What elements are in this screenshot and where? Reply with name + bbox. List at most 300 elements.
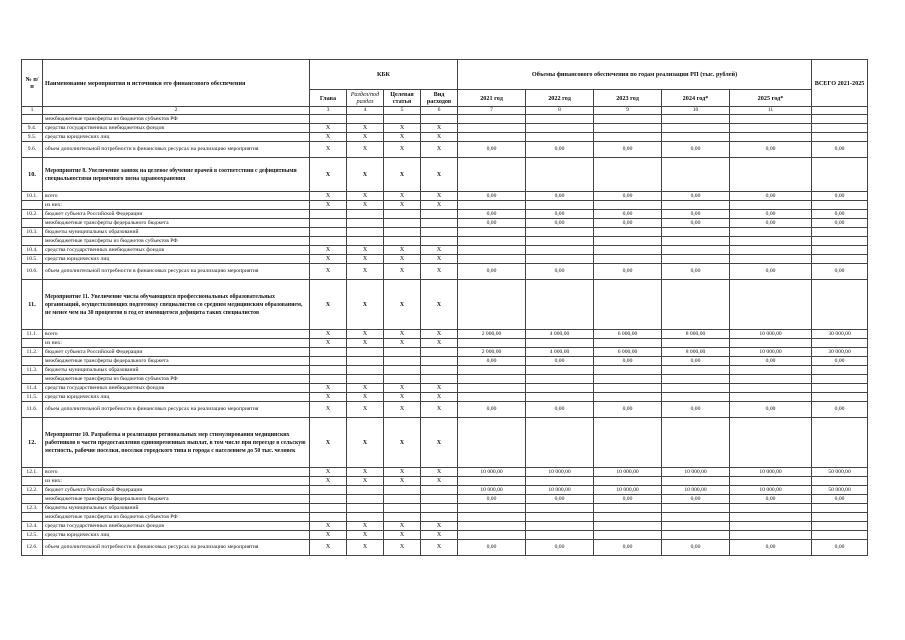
value-cell bbox=[526, 201, 594, 210]
table-row bbox=[22, 348, 868, 357]
header-celevaya: Целевая статья bbox=[384, 90, 421, 107]
value-cell: 0,00 bbox=[730, 402, 812, 418]
value-cell bbox=[662, 158, 730, 192]
kbk-cell: X bbox=[384, 540, 421, 556]
value-cell bbox=[662, 237, 730, 246]
value-cell: 0,00 bbox=[458, 357, 526, 366]
value-cell: 0,00 bbox=[662, 540, 730, 556]
value-cell: 0,00 bbox=[526, 192, 594, 201]
value-cell: 50 000,00 bbox=[812, 468, 868, 477]
kbk-cell: X bbox=[384, 255, 421, 264]
value-cell: 6 000,00 bbox=[594, 330, 662, 339]
value-cell: 0,00 bbox=[662, 192, 730, 201]
row-name: межбюджетные трансферты из бюджетов субъектов РФ bbox=[43, 115, 310, 124]
col-number: 2 bbox=[43, 107, 310, 115]
table-row bbox=[22, 201, 868, 210]
row-number: 11.5. bbox=[22, 393, 43, 402]
kbk-cell: X bbox=[347, 384, 384, 393]
value-cell bbox=[526, 384, 594, 393]
value-cell bbox=[812, 366, 868, 375]
activity-row bbox=[22, 158, 868, 192]
kbk-cell: X bbox=[384, 142, 421, 158]
row-number: 10.3. bbox=[22, 228, 43, 237]
value-cell bbox=[812, 255, 868, 264]
kbk-cell: X bbox=[421, 264, 458, 280]
value-cell bbox=[662, 513, 730, 522]
row-name: Мероприятие 11. Увеличение числа обучающихся профессиональных образовательных организаций, осуществляющих подготовку специалистов со средним медицинским образованием, не менее чем на 30 процентов в год от имеющегося дефицита таких специалистов bbox=[43, 280, 310, 330]
col-number: 5 bbox=[384, 107, 421, 115]
kbk-cell: X bbox=[421, 468, 458, 477]
value-cell: 0,00 bbox=[458, 402, 526, 418]
kbk-cell: X bbox=[310, 384, 347, 393]
value-cell bbox=[730, 133, 812, 142]
kbk-cell: X bbox=[347, 522, 384, 531]
header-vid: Вид расходов bbox=[421, 90, 458, 107]
value-cell: 10 000,00 bbox=[526, 468, 594, 477]
value-cell bbox=[526, 393, 594, 402]
value-cell bbox=[812, 280, 868, 330]
kbk-cell: X bbox=[421, 531, 458, 540]
value-cell bbox=[594, 477, 662, 486]
table-row bbox=[22, 264, 868, 280]
row-name: бюджет субъекта Российской Федерации bbox=[43, 486, 310, 495]
kbk-cell: X bbox=[421, 255, 458, 264]
value-cell: 0,00 bbox=[812, 219, 868, 228]
value-cell: 0,00 bbox=[458, 192, 526, 201]
col-number: 8 bbox=[526, 107, 594, 115]
row-number: 10.5. bbox=[22, 255, 43, 264]
value-cell bbox=[526, 133, 594, 142]
value-cell bbox=[662, 246, 730, 255]
value-cell bbox=[458, 375, 526, 384]
value-cell bbox=[812, 115, 868, 124]
kbk-cell: X bbox=[347, 142, 384, 158]
kbk-cell: X bbox=[421, 192, 458, 201]
row-name: межбюджетные трансферты федерального бюджета bbox=[43, 357, 310, 366]
col-number: 6 bbox=[421, 107, 458, 115]
table-row bbox=[22, 210, 868, 219]
value-cell: 30 000,00 bbox=[812, 330, 868, 339]
kbk-cell bbox=[384, 504, 421, 513]
row-number bbox=[22, 115, 43, 124]
table-row bbox=[22, 246, 868, 255]
value-cell: 10 000,00 bbox=[458, 486, 526, 495]
table-row bbox=[22, 375, 868, 384]
row-name: бюджет субъекта Российской Федерации bbox=[43, 348, 310, 357]
value-cell bbox=[662, 384, 730, 393]
value-cell bbox=[730, 115, 812, 124]
row-name: из них: bbox=[43, 201, 310, 210]
kbk-cell: X bbox=[310, 393, 347, 402]
value-cell: 4 000,00 bbox=[526, 330, 594, 339]
value-cell: 0,00 bbox=[730, 210, 812, 219]
header-volumes: Объемы финансового обеспечения по годам реализации РП (тыс. рублей) bbox=[458, 60, 812, 90]
row-number: 9.4. bbox=[22, 124, 43, 133]
row-name: средства юридических лиц bbox=[43, 255, 310, 264]
kbk-cell: X bbox=[384, 201, 421, 210]
kbk-cell: X bbox=[421, 201, 458, 210]
row-number: 10. bbox=[22, 158, 43, 192]
kbk-cell: X bbox=[310, 133, 347, 142]
row-number: 11. bbox=[22, 280, 43, 330]
kbk-cell: X bbox=[310, 255, 347, 264]
value-cell: 0,00 bbox=[526, 142, 594, 158]
kbk-cell bbox=[347, 375, 384, 384]
kbk-cell: X bbox=[347, 540, 384, 556]
value-cell: 8 000,00 bbox=[662, 330, 730, 339]
table-row bbox=[22, 124, 868, 133]
kbk-cell: X bbox=[421, 540, 458, 556]
kbk-cell bbox=[347, 486, 384, 495]
kbk-cell: X bbox=[384, 522, 421, 531]
value-cell: 10 000,00 bbox=[458, 468, 526, 477]
kbk-cell: X bbox=[384, 339, 421, 348]
kbk-cell bbox=[421, 357, 458, 366]
value-cell bbox=[730, 158, 812, 192]
kbk-cell bbox=[310, 504, 347, 513]
row-number: 12.1. bbox=[22, 468, 43, 477]
value-cell bbox=[730, 418, 812, 468]
kbk-cell: X bbox=[310, 201, 347, 210]
table-row bbox=[22, 522, 868, 531]
table-row bbox=[22, 133, 868, 142]
value-cell bbox=[594, 255, 662, 264]
value-cell bbox=[594, 228, 662, 237]
value-cell: 0,00 bbox=[458, 264, 526, 280]
kbk-cell: X bbox=[421, 393, 458, 402]
row-name: межбюджетные трансферты из бюджетов субъектов РФ bbox=[43, 237, 310, 246]
value-cell: 0,00 bbox=[730, 264, 812, 280]
value-cell bbox=[594, 339, 662, 348]
kbk-cell: X bbox=[384, 393, 421, 402]
value-cell bbox=[594, 133, 662, 142]
value-cell: 0,00 bbox=[526, 219, 594, 228]
value-cell bbox=[526, 477, 594, 486]
kbk-cell bbox=[384, 219, 421, 228]
table-row bbox=[22, 330, 868, 339]
value-cell: 2 000,00 bbox=[458, 348, 526, 357]
value-cell bbox=[458, 393, 526, 402]
value-cell bbox=[730, 522, 812, 531]
kbk-cell bbox=[384, 348, 421, 357]
value-cell: 0,00 bbox=[458, 540, 526, 556]
value-cell: 0,00 bbox=[458, 142, 526, 158]
kbk-cell bbox=[310, 486, 347, 495]
kbk-cell: X bbox=[384, 468, 421, 477]
value-cell: 0,00 bbox=[594, 495, 662, 504]
kbk-cell bbox=[310, 115, 347, 124]
row-number: 9.5. bbox=[22, 133, 43, 142]
kbk-cell bbox=[384, 228, 421, 237]
kbk-cell: X bbox=[421, 246, 458, 255]
kbk-cell: X bbox=[384, 192, 421, 201]
row-name: межбюджетные трансферты федерального бюджета bbox=[43, 219, 310, 228]
kbk-cell: X bbox=[384, 531, 421, 540]
kbk-cell: X bbox=[310, 540, 347, 556]
row-number: 11.1. bbox=[22, 330, 43, 339]
kbk-cell: X bbox=[347, 477, 384, 486]
value-cell bbox=[458, 228, 526, 237]
col-number: 1 bbox=[22, 107, 43, 115]
kbk-cell: X bbox=[347, 255, 384, 264]
value-cell bbox=[662, 115, 730, 124]
table-row bbox=[22, 192, 868, 201]
value-cell: 10 000,00 bbox=[594, 486, 662, 495]
value-cell bbox=[662, 531, 730, 540]
header-year: 2023 год bbox=[594, 90, 662, 107]
row-name: средства юридических лиц bbox=[43, 531, 310, 540]
value-cell bbox=[458, 339, 526, 348]
value-cell bbox=[526, 531, 594, 540]
row-number bbox=[22, 375, 43, 384]
row-name: объем дополнительной потребности в финансовых ресурсах на реализацию мероприятия bbox=[43, 402, 310, 418]
value-cell: 0,00 bbox=[662, 495, 730, 504]
kbk-cell bbox=[310, 366, 347, 375]
header-kbk: КБК bbox=[310, 60, 458, 90]
row-name: бюджеты муниципальных образований bbox=[43, 228, 310, 237]
kbk-cell: X bbox=[347, 201, 384, 210]
kbk-cell bbox=[310, 513, 347, 522]
value-cell bbox=[812, 477, 868, 486]
value-cell bbox=[812, 393, 868, 402]
kbk-cell bbox=[310, 228, 347, 237]
kbk-cell bbox=[347, 504, 384, 513]
value-cell bbox=[594, 375, 662, 384]
kbk-cell: X bbox=[347, 158, 384, 192]
kbk-cell bbox=[347, 513, 384, 522]
kbk-cell: X bbox=[310, 477, 347, 486]
value-cell: 0,00 bbox=[458, 219, 526, 228]
value-cell bbox=[458, 531, 526, 540]
kbk-cell: X bbox=[421, 280, 458, 330]
row-number: 10.6. bbox=[22, 264, 43, 280]
kbk-cell bbox=[347, 495, 384, 504]
kbk-cell bbox=[421, 495, 458, 504]
value-cell: 0,00 bbox=[730, 357, 812, 366]
row-number bbox=[22, 339, 43, 348]
value-cell: 10 000,00 bbox=[730, 468, 812, 477]
col-number: 3 bbox=[310, 107, 347, 115]
kbk-cell: X bbox=[310, 280, 347, 330]
activity-row bbox=[22, 280, 868, 330]
value-cell bbox=[662, 375, 730, 384]
header-num: № п/п bbox=[22, 60, 43, 107]
kbk-cell: X bbox=[384, 477, 421, 486]
value-cell bbox=[458, 280, 526, 330]
table-row bbox=[22, 468, 868, 477]
value-cell bbox=[730, 339, 812, 348]
value-cell: 0,00 bbox=[526, 210, 594, 219]
value-cell: 10 000,00 bbox=[730, 330, 812, 339]
value-cell bbox=[662, 477, 730, 486]
value-cell: 0,00 bbox=[730, 142, 812, 158]
header-name: Наименование мероприятия и источники его финансового обеспечения bbox=[43, 60, 310, 107]
value-cell bbox=[730, 255, 812, 264]
value-cell bbox=[458, 504, 526, 513]
kbk-cell: X bbox=[347, 339, 384, 348]
value-cell bbox=[526, 339, 594, 348]
kbk-cell: X bbox=[384, 280, 421, 330]
value-cell bbox=[526, 513, 594, 522]
row-name: межбюджетные трансферты из бюджетов субъектов РФ bbox=[43, 375, 310, 384]
kbk-cell bbox=[384, 366, 421, 375]
value-cell bbox=[812, 384, 868, 393]
row-number bbox=[22, 219, 43, 228]
row-number: 12.4. bbox=[22, 522, 43, 531]
kbk-cell: X bbox=[310, 531, 347, 540]
value-cell: 0,00 bbox=[662, 357, 730, 366]
row-name: Мероприятие 8. Увеличение заявок на целевое обучение врачей в соответствии с дефицитными специальностями первичного звена здравоохранения bbox=[43, 158, 310, 192]
row-name: средства государственных внебюджетных фондов bbox=[43, 246, 310, 255]
kbk-cell: X bbox=[384, 330, 421, 339]
row-name: средства государственных внебюджетных фондов bbox=[43, 522, 310, 531]
value-cell bbox=[730, 513, 812, 522]
table-row bbox=[22, 393, 868, 402]
table-row bbox=[22, 477, 868, 486]
kbk-cell: X bbox=[421, 384, 458, 393]
value-cell bbox=[730, 124, 812, 133]
kbk-cell: X bbox=[310, 418, 347, 468]
value-cell bbox=[662, 522, 730, 531]
value-cell bbox=[594, 393, 662, 402]
value-cell: 10 000,00 bbox=[526, 486, 594, 495]
value-cell: 0,00 bbox=[812, 210, 868, 219]
value-cell bbox=[812, 158, 868, 192]
row-name: бюджеты муниципальных образований bbox=[43, 366, 310, 375]
value-cell bbox=[662, 366, 730, 375]
row-number: 11.6. bbox=[22, 402, 43, 418]
kbk-cell bbox=[347, 348, 384, 357]
value-cell: 0,00 bbox=[730, 219, 812, 228]
kbk-cell bbox=[421, 228, 458, 237]
kbk-cell: X bbox=[310, 142, 347, 158]
financing-table-page bbox=[21, 59, 867, 556]
value-cell bbox=[812, 418, 868, 468]
kbk-cell bbox=[347, 219, 384, 228]
value-cell: 0,00 bbox=[662, 210, 730, 219]
kbk-cell bbox=[384, 495, 421, 504]
value-cell bbox=[594, 280, 662, 330]
value-cell: 0,00 bbox=[526, 264, 594, 280]
row-number bbox=[22, 237, 43, 246]
kbk-cell: X bbox=[310, 158, 347, 192]
value-cell bbox=[812, 201, 868, 210]
kbk-cell bbox=[310, 219, 347, 228]
value-cell: 4 000,00 bbox=[526, 348, 594, 357]
kbk-cell: X bbox=[347, 133, 384, 142]
row-name: средства юридических лиц bbox=[43, 133, 310, 142]
value-cell bbox=[662, 228, 730, 237]
table-row bbox=[22, 357, 868, 366]
kbk-cell bbox=[310, 237, 347, 246]
kbk-cell: X bbox=[384, 246, 421, 255]
row-number: 12.6. bbox=[22, 540, 43, 556]
row-name: средства государственных внебюджетных фондов bbox=[43, 124, 310, 133]
row-number: 10.2. bbox=[22, 210, 43, 219]
value-cell bbox=[594, 418, 662, 468]
table-row bbox=[22, 339, 868, 348]
kbk-cell: X bbox=[310, 339, 347, 348]
row-name: объем дополнительной потребности в финансовых ресурсах на реализацию мероприятия bbox=[43, 540, 310, 556]
row-name: всего bbox=[43, 468, 310, 477]
kbk-cell bbox=[347, 210, 384, 219]
value-cell: 0,00 bbox=[662, 142, 730, 158]
value-cell bbox=[594, 522, 662, 531]
kbk-cell: X bbox=[384, 264, 421, 280]
value-cell: 0,00 bbox=[662, 264, 730, 280]
row-name: средства государственных внебюджетных фондов bbox=[43, 384, 310, 393]
value-cell: 0,00 bbox=[662, 402, 730, 418]
table-row bbox=[22, 513, 868, 522]
value-cell: 10 000,00 bbox=[730, 486, 812, 495]
value-cell bbox=[594, 531, 662, 540]
kbk-cell: X bbox=[421, 133, 458, 142]
kbk-cell: X bbox=[347, 330, 384, 339]
kbk-cell: X bbox=[310, 124, 347, 133]
kbk-cell bbox=[384, 115, 421, 124]
kbk-cell bbox=[421, 513, 458, 522]
value-cell: 0,00 bbox=[812, 402, 868, 418]
value-cell bbox=[594, 158, 662, 192]
row-name: всего bbox=[43, 330, 310, 339]
row-number bbox=[22, 513, 43, 522]
table-row bbox=[22, 540, 868, 556]
value-cell bbox=[730, 237, 812, 246]
value-cell: 0,00 bbox=[594, 210, 662, 219]
table-row bbox=[22, 142, 868, 158]
row-name: объем дополнительной потребности в финансовых ресурсах на реализацию мероприятия bbox=[43, 142, 310, 158]
value-cell bbox=[812, 133, 868, 142]
value-cell: 0,00 bbox=[730, 540, 812, 556]
row-name: объем дополнительной потребности в финансовых ресурсах на реализацию мероприятия bbox=[43, 264, 310, 280]
kbk-cell: X bbox=[347, 264, 384, 280]
value-cell bbox=[458, 201, 526, 210]
value-cell bbox=[458, 124, 526, 133]
kbk-cell: X bbox=[384, 384, 421, 393]
value-cell: 0,00 bbox=[526, 540, 594, 556]
kbk-cell bbox=[347, 228, 384, 237]
kbk-cell: X bbox=[310, 468, 347, 477]
value-cell: 0,00 bbox=[594, 264, 662, 280]
kbk-cell bbox=[310, 495, 347, 504]
value-cell bbox=[458, 158, 526, 192]
value-cell bbox=[458, 522, 526, 531]
value-cell bbox=[526, 237, 594, 246]
kbk-cell: X bbox=[347, 192, 384, 201]
value-cell bbox=[458, 246, 526, 255]
kbk-cell: X bbox=[421, 522, 458, 531]
kbk-cell bbox=[384, 513, 421, 522]
value-cell: 0,00 bbox=[594, 357, 662, 366]
value-cell bbox=[526, 158, 594, 192]
value-cell bbox=[662, 255, 730, 264]
value-cell: 0,00 bbox=[594, 540, 662, 556]
value-cell bbox=[662, 504, 730, 513]
table-row bbox=[22, 531, 868, 540]
value-cell bbox=[662, 393, 730, 402]
row-name: бюджеты муниципальных образований bbox=[43, 504, 310, 513]
value-cell: 10 000,00 bbox=[594, 468, 662, 477]
row-name: Мероприятие 10. Разработка и реализация региональных мер стимулирования медицинских работников в части предоставления единовременных выплат, в том числе при переезде в сельскую местность, рабочие поселки, поселки городского типа и города с населением до 50 тыс. человек bbox=[43, 418, 310, 468]
row-number: 12.5. bbox=[22, 531, 43, 540]
kbk-cell bbox=[347, 366, 384, 375]
kbk-cell bbox=[310, 210, 347, 219]
value-cell: 0,00 bbox=[662, 219, 730, 228]
header-glava: Глава bbox=[310, 90, 347, 107]
kbk-cell: X bbox=[310, 264, 347, 280]
value-cell bbox=[458, 115, 526, 124]
value-cell bbox=[594, 201, 662, 210]
